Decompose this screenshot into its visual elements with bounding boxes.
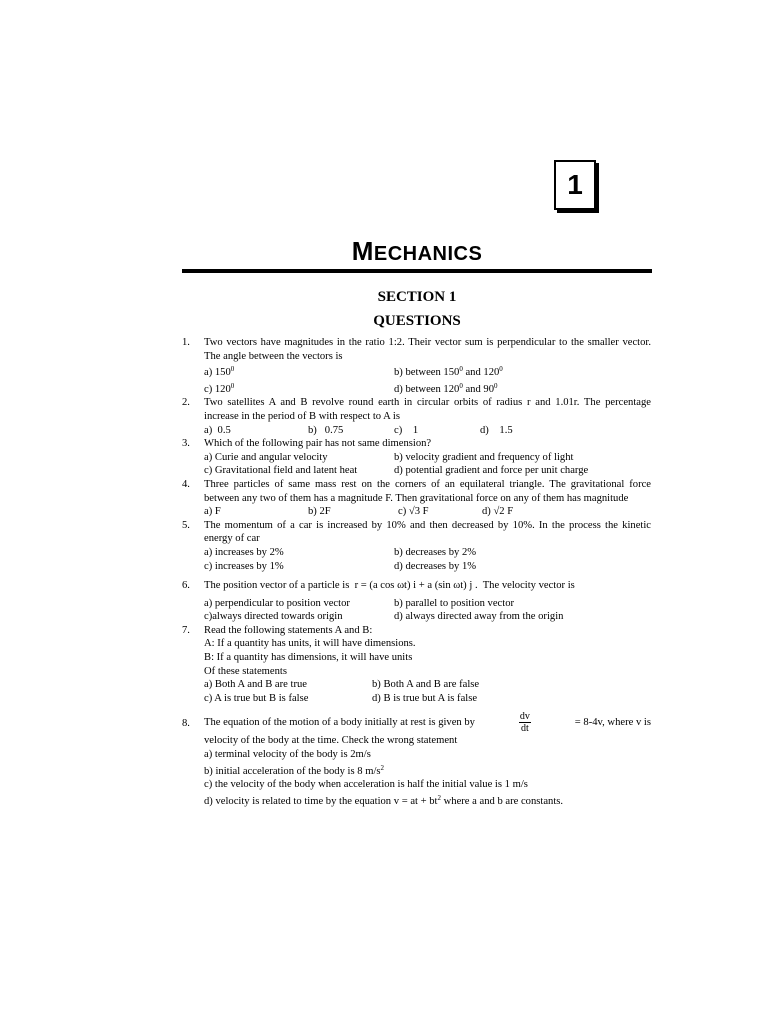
question-7 bbox=[182, 624, 651, 706]
option-c: c) 1 bbox=[394, 424, 419, 436]
chapter-number: 1 bbox=[567, 169, 583, 200]
section-title: SECTION 1 bbox=[377, 289, 457, 305]
question-number: 5. bbox=[182, 519, 190, 531]
option-c: c)always directed towards origin bbox=[204, 611, 343, 623]
option-d: d) between $120^0$ and $90^0$ bbox=[394, 381, 498, 395]
chapter-title bbox=[182, 236, 652, 267]
option-d: d) velocity is related to time by the equation v = at + $bt^2$ where a and b are constants. bbox=[204, 793, 564, 807]
option-a: a) increases by 2% bbox=[204, 546, 284, 558]
option-a: a) F bbox=[204, 506, 221, 518]
question-number: 3. bbox=[182, 438, 190, 450]
question-line: velocity of the body at the time. Check the wrong statement bbox=[204, 735, 458, 747]
question-stem: The position vector of a particle is r = (a cos ωt) i + a (sin ωt) j . The velocity vector is bbox=[204, 580, 575, 592]
option-b: b) initial acceleration of the body is 8 $m/s^2$ bbox=[204, 763, 385, 777]
question-stem: Which of the following pair has not same dimension? bbox=[204, 438, 432, 450]
question-line: Of these statements bbox=[204, 665, 287, 677]
question-6 bbox=[182, 579, 651, 624]
question-stem: Two vectors have magnitudes in the ratio 1:2. Their vector sum is perpendicular to the smaller vector. The angle between the vectors is bbox=[204, 337, 651, 362]
option-c: c) $120^0$ bbox=[204, 381, 235, 395]
option-c: c) increases by 1% bbox=[204, 560, 284, 572]
option-c: c) √3 F bbox=[398, 506, 429, 518]
question-1 bbox=[182, 336, 651, 396]
question-number: 1. bbox=[182, 337, 190, 348]
option-d: d) always directed away from the origin bbox=[394, 611, 564, 623]
question-list bbox=[182, 336, 651, 808]
option-c: c) A is true but B is false bbox=[204, 692, 309, 704]
option-b: b) between $150^0$ and $120^0$ bbox=[394, 365, 503, 379]
option-a: a) Curie and angular velocity bbox=[204, 451, 328, 463]
option-b: b) parallel to position vector bbox=[394, 597, 515, 609]
option-d: d) √2 F bbox=[482, 506, 514, 518]
option-a: a) 0.5 bbox=[204, 424, 231, 436]
question-2 bbox=[182, 396, 651, 437]
position-vector-formula: r = (a cos ωt) i + a (sin ωt) j bbox=[354, 580, 473, 592]
option-d: d) potential gradient and force per unit charge bbox=[394, 465, 589, 477]
chapter-number-box bbox=[554, 160, 596, 210]
question-stem: The momentum of a car is increased by 10% and then decreased by 10%. In the process the kinetic energy of car bbox=[204, 519, 651, 545]
statement-a: A: If a quantity has units, it will have dimensions. bbox=[204, 638, 416, 650]
option-b: b) velocity gradient and frequency of light bbox=[394, 451, 574, 463]
derivative-fraction: $\frac{dv}{dt}$ bbox=[519, 711, 530, 735]
questions-heading: QUESTIONS bbox=[373, 313, 461, 329]
question-number: 6. bbox=[182, 580, 190, 592]
option-c: c) the velocity of the body when acceleration is half the initial value is 1 m/s bbox=[204, 779, 528, 791]
option-b: b) Both A and B are false bbox=[372, 679, 480, 691]
statement-b: B: If a quantity has dimensions, it will have units bbox=[204, 652, 413, 664]
question-stem: Three particles of same mass rest on the corners of an equilateral triangle. The gravitational force between any two of them has a magnitude F. Then gravitational force on any of them has magnitude bbox=[204, 478, 651, 504]
question-number: 8. bbox=[182, 718, 190, 730]
question-number: 4. bbox=[182, 478, 190, 490]
question-stem: The equation of the motion of a body initially at rest is given by $\frac{dv}{dt}$ = 8-4v, where v is bbox=[204, 711, 651, 735]
question-4 bbox=[182, 478, 651, 519]
option-a: a) terminal velocity of the body is 2m/s bbox=[204, 749, 371, 761]
option-b: b) 2F bbox=[308, 506, 331, 518]
question-number: 7. bbox=[182, 624, 190, 636]
option-d: d) B is true but A is false bbox=[372, 692, 478, 704]
question-3 bbox=[182, 437, 651, 478]
title-rule bbox=[182, 269, 652, 273]
option-a: a) $150^0$ bbox=[204, 365, 235, 379]
option-a: a) Both A and B are true bbox=[204, 679, 307, 691]
question-5 bbox=[182, 519, 651, 573]
question-8 bbox=[182, 711, 651, 808]
option-a: a) perpendicular to position vector bbox=[204, 597, 350, 609]
option-b: b) 0.75 bbox=[308, 424, 344, 436]
chapter-title-initial: M bbox=[351, 236, 374, 266]
option-b: b) decreases by 2% bbox=[394, 546, 477, 558]
question-stem: Two satellites A and B revolve round earth in circular orbits of radius r and 1.01r. The percentage increase in the period of B with respect to A is bbox=[204, 397, 651, 422]
chapter-title-rest: ECHANICS bbox=[373, 243, 483, 265]
option-d: d) decreases by 1% bbox=[394, 560, 477, 572]
question-line: Read the following statements A and B: bbox=[204, 624, 373, 636]
option-d: d) 1.5 bbox=[480, 424, 513, 436]
option-c: c) Gravitational field and latent heat bbox=[204, 465, 358, 477]
question-number: 2. bbox=[182, 397, 190, 409]
